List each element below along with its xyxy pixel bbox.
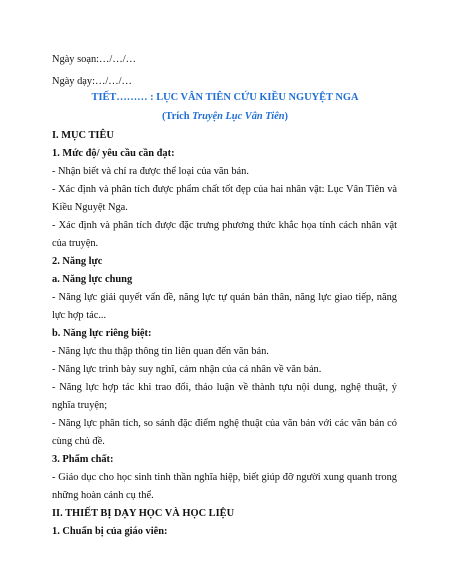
ngay-soan: Ngày soạn:…/…/… xyxy=(52,54,136,65)
subtitle-prefix: (Trích xyxy=(161,111,193,122)
specific-competence-3-line2: nghĩa truyện; xyxy=(52,400,108,411)
quality-line1: - Giáo dục cho học sinh tinh thần nghĩa hiệp, biết giúp đỡ người xung quanh trong xyxy=(52,472,397,483)
specific-competence-2: - Năng lực trình bày suy nghĩ, cảm nhận của cá nhân về văn bản. xyxy=(52,364,322,375)
quality-line2: những hoàn cảnh cụ thể. xyxy=(52,490,154,501)
heading-nang-luc: 2. Năng lực xyxy=(52,256,103,267)
requirement-2-line1: - Xác định và phân tích được phẩm chất tốt đẹp của hai nhân vật: Lục Vân Tiên và xyxy=(52,184,397,195)
heading-nang-luc-chung: a. Năng lực chung xyxy=(52,274,133,285)
ngay-day: Ngày dạy:…/…/… xyxy=(52,76,132,87)
requirement-1: - Nhận biết và chỉ ra được thể loại của văn bản. xyxy=(52,166,249,177)
subtitle-work: Truyện Lục Vân Tiên xyxy=(192,111,285,122)
heading-muc-do-yeu-cau: 1. Mức độ/ yêu cầu cần đạt: xyxy=(52,148,175,159)
requirement-2-line2: Kiều Nguyệt Nga. xyxy=(52,202,128,213)
specific-competence-3-line1: - Năng lực hợp tác khi trao đổi, thảo luận về thành tựu nội dung, nghệ thuật, ý xyxy=(52,382,397,393)
lesson-title: TIẾT……… : LỤC VÂN TIÊN CỨU KIỀU NGUYỆT NGA xyxy=(91,92,359,103)
heading-nang-luc-rieng: b. Năng lực riêng biệt: xyxy=(52,328,152,339)
heading-thiet-bi: II. THIẾT BỊ DẠY HỌC VÀ HỌC LIỆU xyxy=(52,508,235,519)
heading-chuan-bi-giao-vien: 1. Chuẩn bị của giáo viên: xyxy=(52,526,168,537)
requirement-3-line2: của truyện. xyxy=(52,238,99,249)
general-competence-line2: lực hợp tác... xyxy=(52,310,107,321)
subtitle-suffix: ) xyxy=(284,111,289,122)
specific-competence-1: - Năng lực thu thập thông tin liên quan đến văn bản. xyxy=(52,346,269,357)
heading-muc-tieu: I. MỤC TIÊU xyxy=(52,130,114,141)
lesson-subtitle xyxy=(0,110,450,123)
specific-competence-4-line2: cùng chủ đề. xyxy=(52,436,105,447)
general-competence-line1: - Năng lực giải quyết vấn đề, năng lực tự quản bản thân, năng lực giao tiếp, năng xyxy=(52,292,397,303)
requirement-3-line1: - Xác định và phân tích được đặc trưng phương thức khắc họa tính cách nhân vật xyxy=(52,220,397,231)
heading-pham-chat: 3. Phẩm chất: xyxy=(52,454,114,465)
specific-competence-4-line1: - Năng lực phân tích, so sánh đặc điểm nghệ thuật của văn bản với các văn bản có xyxy=(52,418,397,429)
